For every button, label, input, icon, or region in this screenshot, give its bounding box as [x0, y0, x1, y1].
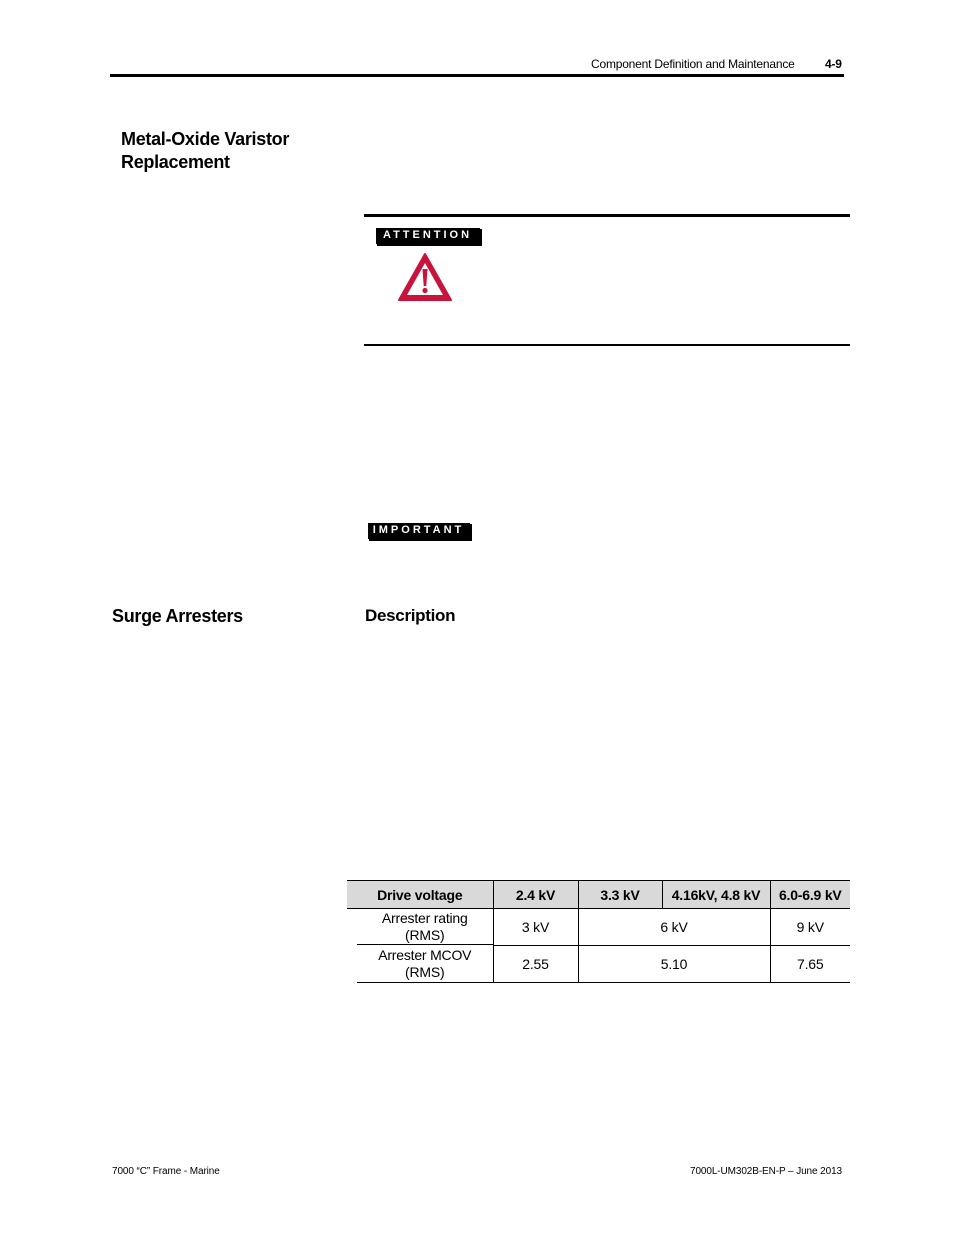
row-label-line2: (RMS)	[405, 927, 445, 944]
table-header-cell: 3.3 kV	[578, 881, 662, 909]
table-header-cell: 4.16kV, 4.8 kV	[662, 881, 770, 909]
mov-heading-line2: Replacement	[121, 152, 230, 172]
mov-heading-line1: Metal-Oxide Varistor	[121, 129, 290, 149]
important-label: IMPORTANT	[367, 522, 470, 539]
table-header-cell: 2.4 kV	[493, 881, 578, 909]
table-row-label	[347, 909, 493, 946]
table-cell: 5.10	[578, 946, 770, 983]
page-number: 4-9	[825, 57, 842, 71]
table-header-row	[347, 881, 850, 909]
table-header-cell: Drive voltage	[347, 881, 493, 909]
mov-section-heading	[121, 128, 289, 174]
table-cell: 6 kV	[578, 909, 770, 946]
table-row	[347, 946, 850, 983]
attention-top-rule	[364, 214, 850, 217]
table-cell: 3 kV	[493, 909, 578, 946]
table-header-cell: 6.0-6.9 kV	[770, 881, 850, 909]
row-label-line2: (RMS)	[405, 963, 445, 980]
footer-left: 7000 “C” Frame - Marine	[112, 1166, 220, 1177]
description-subheading: Description	[365, 606, 456, 625]
row-label-line1: Arrester rating	[381, 910, 468, 927]
header-rule	[110, 74, 844, 77]
table-cell: 2.55	[493, 946, 578, 983]
surge-arrester-table	[347, 880, 850, 983]
row-label-line1: Arrester MCOV	[378, 946, 472, 963]
surge-arresters-heading: Surge Arresters	[112, 606, 243, 626]
table-row	[347, 909, 850, 946]
table-cell: 9 kV	[770, 909, 850, 946]
running-header-title: Component Definition and Maintenance	[591, 57, 795, 71]
table-row-label	[347, 946, 493, 983]
warning-triangle-icon	[396, 251, 454, 304]
attention-label: ATTENTION	[375, 227, 480, 244]
table-cell: 7.65	[770, 946, 850, 983]
footer-right: 7000L-UM302B-EN-P – June 2013	[689, 1166, 842, 1177]
attention-bottom-rule	[364, 344, 850, 346]
